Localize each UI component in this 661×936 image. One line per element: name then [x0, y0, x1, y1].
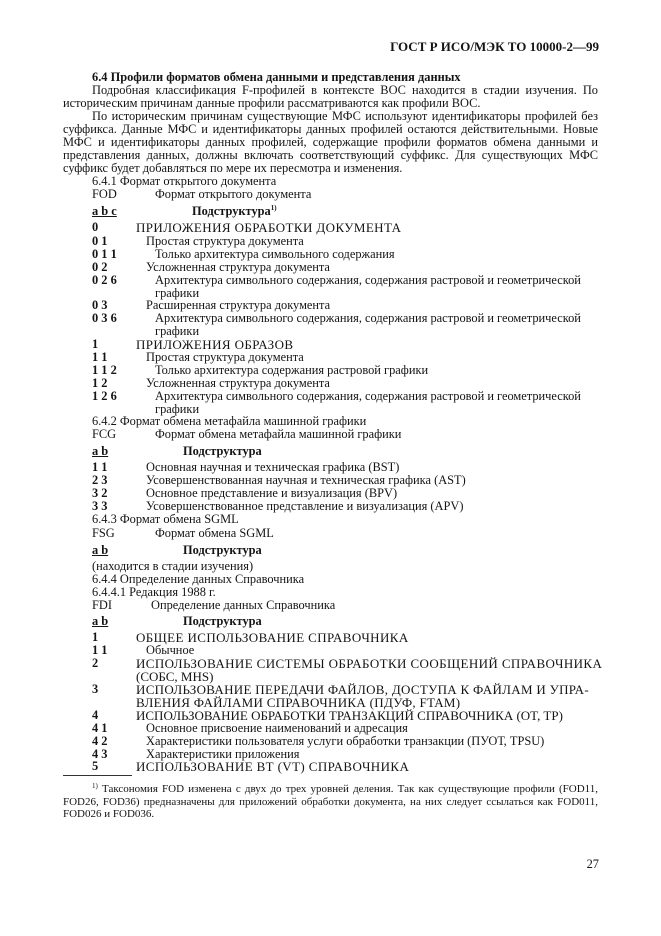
footnote-divider: [63, 775, 132, 776]
subsubsection-title: 6.4.4.1 Редакция 1988 г.: [92, 585, 216, 599]
structure-key: 3 2: [92, 486, 108, 500]
status-note: (находится в стадии изучения): [92, 559, 254, 573]
footnote-ref: 1): [270, 204, 277, 212]
structure-key: 1: [92, 337, 99, 351]
structure-desc-continued: графики: [155, 402, 200, 416]
structure-desc: ИСПОЛЬЗОВАНИЕ СИСТЕМЫ ОБРАБОТКИ СООБЩЕНИЙ СПРАВОЧНИКА: [136, 656, 603, 671]
structure-desc: ПРИЛОЖЕНИЯ ОБРАБОТКИ ДОКУМЕНТА: [136, 220, 402, 235]
structure-desc: Простая структура документа: [146, 234, 304, 248]
structure-desc: Усложненная структура документа: [146, 376, 330, 390]
structure-key: 0: [92, 220, 99, 234]
structure-key: 1: [92, 630, 99, 644]
structure-key: 0 3: [92, 298, 108, 312]
paragraph-line: суффикса. Данные МФС и идентификаторы данных профилей остаются действительными. Новые: [63, 122, 598, 136]
paragraph-line: МФС и идентификаторы данных профилей, содержащие профили форматов обмена данными и: [63, 135, 598, 149]
structure-desc: ПРИЛОЖЕНИЯ ОБРАЗОВ: [136, 337, 294, 352]
structure-desc: Архитектура символьного содержания, содержания растровой и геометрической: [155, 389, 581, 403]
structure-desc: Усложненная структура документа: [146, 260, 330, 274]
structure-key: 4: [92, 708, 99, 722]
section-heading: 6.4 Профили форматов обмена данными и представления данных: [92, 70, 461, 84]
structure-desc: Архитектура символьного содержания, содержания растровой и геометрической: [155, 273, 581, 287]
structure-desc: Архитектура символьного содержания, содержания растровой и геометрической: [155, 311, 581, 325]
structure-desc-continued: графики: [155, 286, 200, 300]
structure-desc: ИСПОЛЬЗОВАНИЕ ВТ (VT) СПРАВОЧНИКА: [136, 759, 410, 774]
structure-key: 0 2 6: [92, 273, 117, 287]
structure-key: 0 1 1: [92, 247, 117, 261]
subsection-title: 6.4.4 Определение данных Справочника: [92, 572, 305, 586]
structure-desc: Только архитектура символьного содержания: [155, 247, 395, 261]
structure-key-header: a b c: [92, 204, 117, 218]
paragraph-line: представления данных, должны включать соответствующий суффикс. Для существующих МФС: [63, 148, 598, 162]
structure-key: 2: [92, 656, 99, 670]
paragraph-line: суффикс будет добавляться по мере их пересмотра и изменения.: [63, 161, 403, 175]
structure-desc: Характеристики приложения: [146, 747, 300, 761]
structure-key: 4 3: [92, 747, 108, 761]
structure-key: 3: [92, 682, 99, 696]
structure-key: 0 2: [92, 260, 108, 274]
structure-desc: Характеристики пользователя услуги обработки транзакции (ПУОТ, TPSU): [146, 734, 545, 748]
structure-key: 0 1: [92, 234, 108, 248]
structure-desc: Основное присвоение наименований и адресация: [146, 721, 408, 735]
footnote-line: $^{1)}$ Таксономия FOD изменена с двух до трех уровней деления. Так как существующие профили (FOD11,: [92, 782, 599, 795]
structure-key: 2 3: [92, 473, 108, 487]
profile-code-description: Определение данных Справочника: [151, 598, 336, 612]
structure-label-header: Подструктура: [183, 543, 262, 557]
profile-code: FCG: [92, 427, 117, 441]
structure-key-header: a b: [92, 444, 109, 458]
document-header: ГОСТ Р ИСО/МЭК ТО 10000-2—99: [390, 39, 599, 54]
structure-desc-continued: ВЛЕНИЯ ФАЙЛАМИ СПРАВОЧНИКА (ПДУФ, FTAM): [136, 695, 461, 710]
profile-code: FSG: [92, 526, 115, 540]
footnote-line: FOD026 и FOD036.: [63, 808, 155, 820]
structure-desc-continued: графики: [155, 324, 200, 338]
structure-desc: Расширенная структура документа: [146, 298, 331, 312]
structure-key: 3 3: [92, 499, 108, 513]
structure-desc: Только архитектура содержания растровой графики: [155, 363, 429, 377]
structure-desc: Обычное: [146, 643, 195, 657]
structure-desc: Основное представление и визуализация (BPV): [146, 486, 398, 500]
structure-desc: Простая структура документа: [146, 350, 304, 364]
structure-desc: Усовершенствованная научная и техническая графика (AST): [146, 473, 466, 487]
structure-key: 1 1 2: [92, 363, 117, 377]
profile-code-description: Формат открытого документа: [155, 187, 312, 201]
structure-desc: Усовершенствованное представление и визуализация (APV): [146, 499, 464, 513]
profile-code-description: Формат обмена SGML: [155, 526, 274, 540]
subsection-title: 6.4.2 Формат обмена метафайла машинной графики: [92, 414, 367, 428]
structure-label-header: Подструктура: [183, 444, 262, 458]
structure-desc: ИСПОЛЬЗОВАНИЕ ОБРАБОТКИ ТРАНЗАКЦИЙ СПРАВОЧНИКА (OT, TP): [136, 708, 563, 723]
footnote-mark: 1): [92, 782, 98, 790]
subsection-title: 6.4.3 Формат обмена SGML: [92, 512, 239, 526]
structure-key: 1 1: [92, 643, 108, 657]
structure-key: 0 3 6: [92, 311, 117, 325]
paragraph-line: Подробная классификация F-профилей в контексте ВОС находится в стадии изучения. По: [92, 83, 598, 97]
structure-key-header: a b: [92, 614, 109, 628]
structure-key: 4 1: [92, 721, 108, 735]
structure-desc: ОБЩЕЕ ИСПОЛЬЗОВАНИЕ СПРАВОЧНИКА: [136, 630, 409, 645]
structure-key: 1 2: [92, 376, 108, 390]
profile-code: FOD: [92, 187, 117, 201]
structure-key: 1 2 6: [92, 389, 117, 403]
structure-key: 4 2: [92, 734, 108, 748]
profile-code-description: Формат обмена метафайла машинной графики: [155, 427, 402, 441]
structure-label-header: Подструктура: [183, 614, 262, 628]
paragraph-line: По историческим причинам существующие МФС используют идентификаторы профилей без: [92, 109, 598, 123]
structure-key: 1 1: [92, 460, 108, 474]
structure-desc: Основная научная и техническая графика (BST): [146, 460, 400, 474]
footnote-line: FOD26, FOD36) предназначены для приложений обработки документа, на них следует ссылаться как FOD011,: [63, 796, 598, 808]
page-number: 27: [586, 857, 599, 871]
structure-key: 1 1: [92, 350, 108, 364]
paragraph-line: историческим причинам данные профили рассматриваются как профили ВОС.: [63, 96, 481, 110]
structure-key-header: a b: [92, 543, 109, 557]
profile-code: FDI: [92, 598, 112, 612]
structure-key: 5: [92, 759, 99, 773]
structure-label-header: Подструктура$^{1)}$: [192, 204, 277, 218]
structure-desc-continued: (СОБС, MHS): [136, 669, 214, 684]
subsection-title: 6.4.1 Формат открытого документа: [92, 174, 277, 188]
structure-desc: ИСПОЛЬЗОВАНИЕ ПЕРЕДАЧИ ФАЙЛОВ, ДОСТУПА К ФАЙЛАМ И УПРА-: [136, 682, 589, 697]
